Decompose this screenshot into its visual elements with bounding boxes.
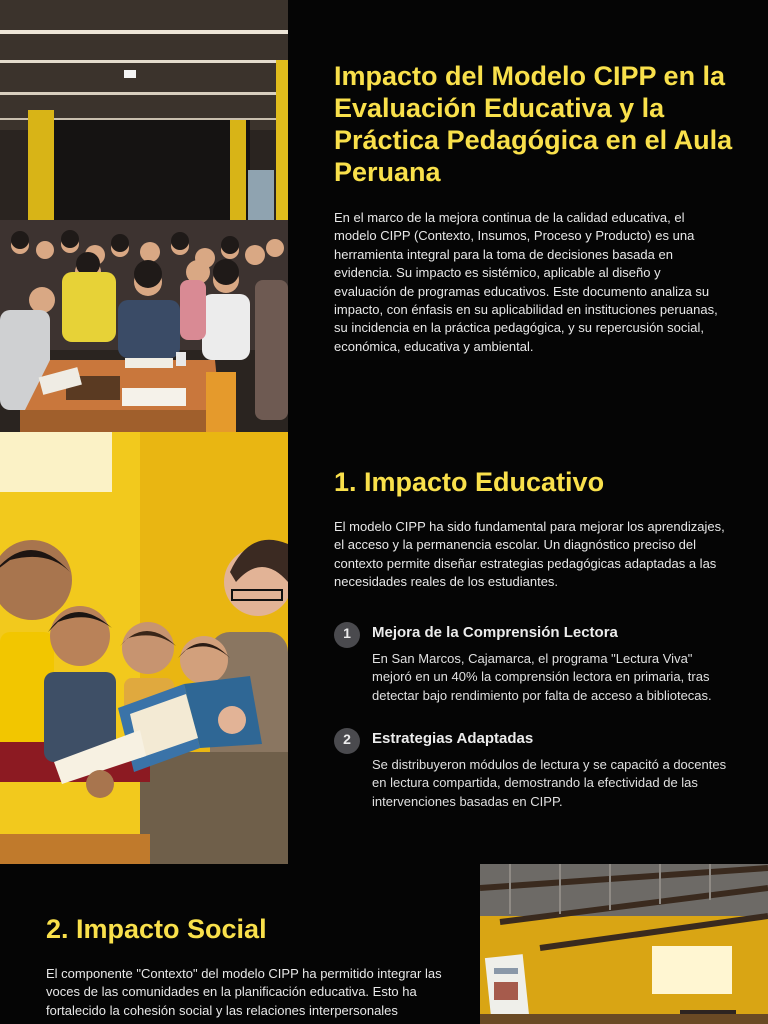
list-item-text: En San Marcos, Cajamarca, el programa "Lectura Viva" mejoró en un 40% la comprensión lectora en primaria, tras detectar bajo rendimiento por falta de acceso a bibliotecas. bbox=[372, 651, 712, 703]
educativo-section bbox=[0, 432, 768, 864]
social-heading: 2. Impacto Social bbox=[46, 914, 267, 944]
rural-classroom-photo bbox=[480, 864, 768, 1024]
intro-section bbox=[0, 0, 768, 432]
educativo-heading: 1. Impacto Educativo bbox=[334, 467, 605, 497]
children-reading-photo bbox=[0, 432, 288, 864]
page-title: Impacto del Modelo CIPP en la Evaluación Educativa y la Práctica Pedagógica en el Aula Peruana bbox=[334, 61, 733, 187]
intro-paragraph: En el marco de la mejora continua de la calidad educativa, el modelo CIPP (Contexto, Insumos, Proceso y Producto) es una herramienta integral para la toma de decisiones basada en evidencia. Su impacto es sistémico, aplicable al diseño y evaluación de programas educativos. Este documento analiza su impacto, con énfasis en su aplicabilidad en instituciones peruanas, su incidencia en la práctica pedagógica, y su repercusión social, económica, educativa y ambiental. bbox=[334, 210, 718, 354]
classroom-crowd-photo bbox=[0, 0, 288, 432]
list-item-title: Mejora de la Comprensión Lectora bbox=[372, 624, 618, 641]
educativo-paragraph: El modelo CIPP ha sido fundamental para mejorar los aprendizajes, el acceso y la permanencia escolar. Un diagnóstico preciso del contexto permite diseñar estrategias pedagógicas adaptadas a las necesidades reales de los estudiantes. bbox=[334, 519, 725, 590]
social-section bbox=[0, 864, 768, 1024]
list-item-title: Estrategias Adaptadas bbox=[372, 730, 534, 747]
list-item-text: Se distribuyeron módulos de lectura y se capacitó a docentes en lectura compartida, demostrando la efectividad de las intervenciones basadas en CIPP. bbox=[372, 757, 727, 809]
number-badge: 1 bbox=[334, 622, 360, 648]
number-badge: 2 bbox=[334, 728, 360, 754]
social-paragraph: El componente "Contexto" del modelo CIPP ha permitido integrar las voces de las comunidades en la planificación educativa. Esto ha fortalecido la cohesión social y las relaciones interpersonales bbox=[46, 966, 442, 1018]
